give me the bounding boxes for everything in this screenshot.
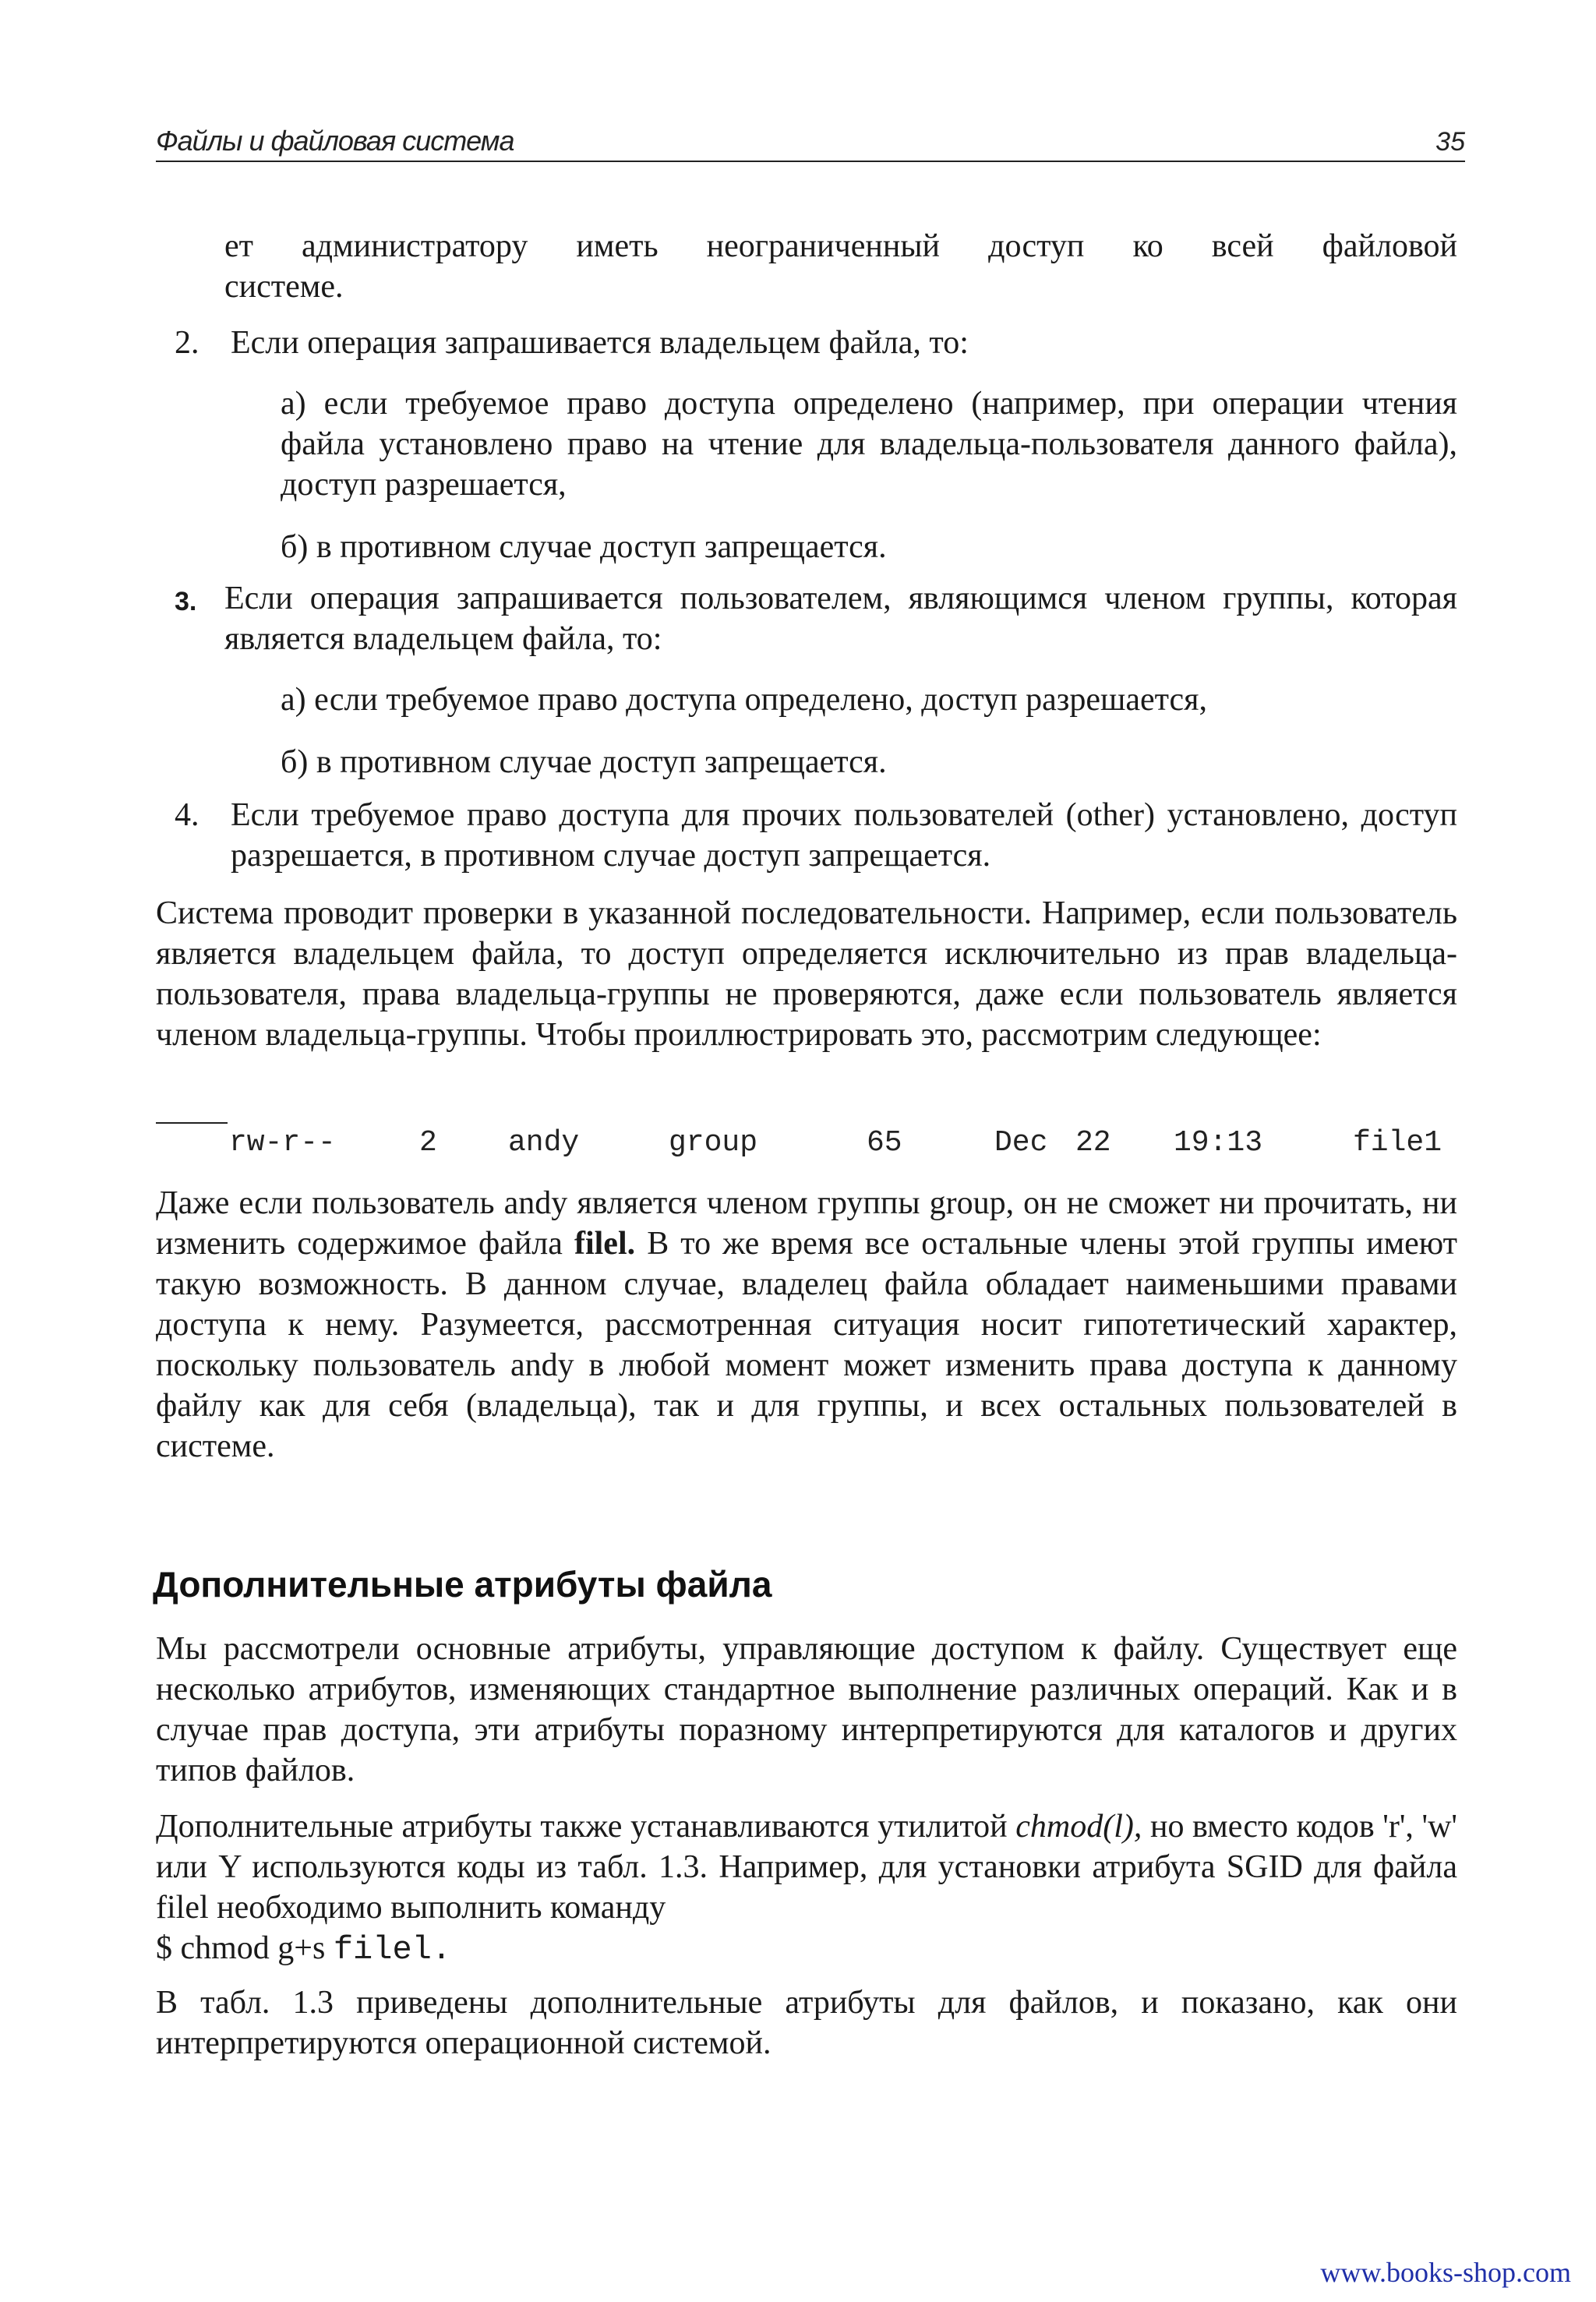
command-file: filel. bbox=[333, 1931, 452, 1968]
list-item-2 bbox=[231, 323, 1457, 363]
paragraph bbox=[156, 1183, 1457, 1467]
list-item-4 bbox=[231, 795, 1457, 876]
sub-item-text: а) если требуемое право доступа определено, доступ разрешается, bbox=[281, 682, 1207, 718]
listing-group: group bbox=[669, 1126, 758, 1160]
list-number: 2. bbox=[175, 325, 200, 361]
listing-time: 19:13 bbox=[1174, 1126, 1263, 1160]
list-item-text: Если операция запрашивается пользователем, являющимся членом группы, которая является владельцем файла, то: bbox=[224, 581, 1457, 657]
sub-item-text: а) если требуемое право доступа определено (например, при операции чтения файла установлено право на чтение для владельца-пользователя данного файла), доступ разрешается, bbox=[281, 386, 1457, 503]
paragraph-text: Мы рассмотрели основные атрибуты, управляющие доступом к файлу. Существует еще несколько атрибутов, изменяющих стандартное выполнение различных операций. Как и в случае прав доступа, эти атрибуты поразному интерпретируются для каталогов и других типов файлов. bbox=[156, 1631, 1457, 1788]
text-run: Дополнительные атрибуты также устанавливаются утилитой bbox=[156, 1809, 1016, 1845]
paragraph bbox=[156, 1806, 1457, 1970]
list-number: 3. bbox=[175, 587, 197, 616]
sub-item-2a bbox=[281, 383, 1457, 505]
page-number: 35 bbox=[1435, 127, 1465, 157]
website-watermark: www.books-shop.com bbox=[1320, 2257, 1571, 2288]
list-item-text: Если требуемое право доступа для прочих пользователей (other) установлено, доступ разрешается, в противном случае доступ запрещается. bbox=[231, 797, 1457, 874]
listing-month: Dec bbox=[994, 1126, 1048, 1160]
continuation-line: системе. bbox=[224, 269, 344, 305]
listing-links: 2 bbox=[419, 1126, 437, 1160]
paragraph-text bbox=[156, 1183, 1457, 1467]
item1-continuation bbox=[224, 226, 1457, 307]
text-run: но вместо кодов 'r', 'w' или Y используются коды из табл. 1.3. Например, для установки атрибута SGID для файла filel необходимо выполнить команду bbox=[156, 1809, 1457, 1926]
sub-item-text: б) в противном случае доступ запрещается. bbox=[281, 744, 887, 780]
sub-item-text: б) в противном случае доступ запрещается. bbox=[281, 529, 887, 565]
ls-listing-line bbox=[156, 1122, 1449, 1164]
leading-dash bbox=[156, 1122, 228, 1124]
listing-filename: file1 bbox=[1353, 1126, 1442, 1160]
paragraph-text bbox=[156, 1806, 1457, 1928]
listing-day: 22 bbox=[1075, 1126, 1111, 1160]
listing-owner: andy bbox=[508, 1126, 580, 1160]
continuation-line: ет администратору иметь неограниченный доступ ко всей файловой bbox=[224, 228, 1457, 264]
paragraph bbox=[156, 1982, 1457, 2064]
bold-filename: filel. bbox=[574, 1226, 636, 1262]
list-item-3 bbox=[224, 578, 1457, 659]
command-prefix: $ chmod g+s bbox=[156, 1930, 334, 1966]
paragraph-text: Система проводит проверки в указанной последовательности. Например, если пользователь является владельцем файла, то доступ определяется исключительно из прав владельца-пользователя, права владельца-группы не проверяются, даже если пользователь является членом владельца-группы. Чтобы проиллюстрировать это, рассмотрим следующее: bbox=[156, 895, 1457, 1053]
command-line bbox=[156, 1928, 1457, 1970]
sub-item-2b bbox=[281, 527, 1457, 567]
list-item-text: Если операция запрашивается владельцем файла, то: bbox=[231, 325, 969, 361]
running-title: Файлы и файловая система bbox=[156, 125, 514, 157]
list-number: 4. bbox=[175, 797, 200, 833]
running-header bbox=[156, 117, 1465, 162]
listing-size: 65 bbox=[867, 1126, 902, 1160]
sub-item-3b bbox=[281, 742, 1457, 782]
text-run: Даже если пользователь andy является членом группы group, он не сможет ни прочитать, ни изменить содержимое файла bbox=[156, 1185, 1457, 1262]
sub-item-3a bbox=[281, 680, 1457, 720]
section-heading: Дополнительные атрибуты файла bbox=[153, 1564, 772, 1605]
paragraph bbox=[156, 893, 1457, 1055]
text-run: В то же время все остальные члены этой группы имеют такую возможность. В данном случае, владелец файла обладает наименьшими правами доступа к нему. Разумеется, рассмотренная ситуация носит гипотетический характер, поскольку пользователь andy в любой момент может изменить права доступа к данному файлу как для себя (владельца), так и для группы, и всех остальных пользователей в системе. bbox=[156, 1226, 1457, 1464]
listing-permissions: rw-r-- bbox=[229, 1126, 336, 1160]
paragraph bbox=[156, 1629, 1457, 1791]
italic-command: chmod(l), bbox=[1015, 1809, 1142, 1845]
paragraph-text: В табл. 1.3 приведены дополнительные атрибуты для файлов, и показано, как они интерпретируются операционной системой. bbox=[156, 1985, 1457, 2061]
